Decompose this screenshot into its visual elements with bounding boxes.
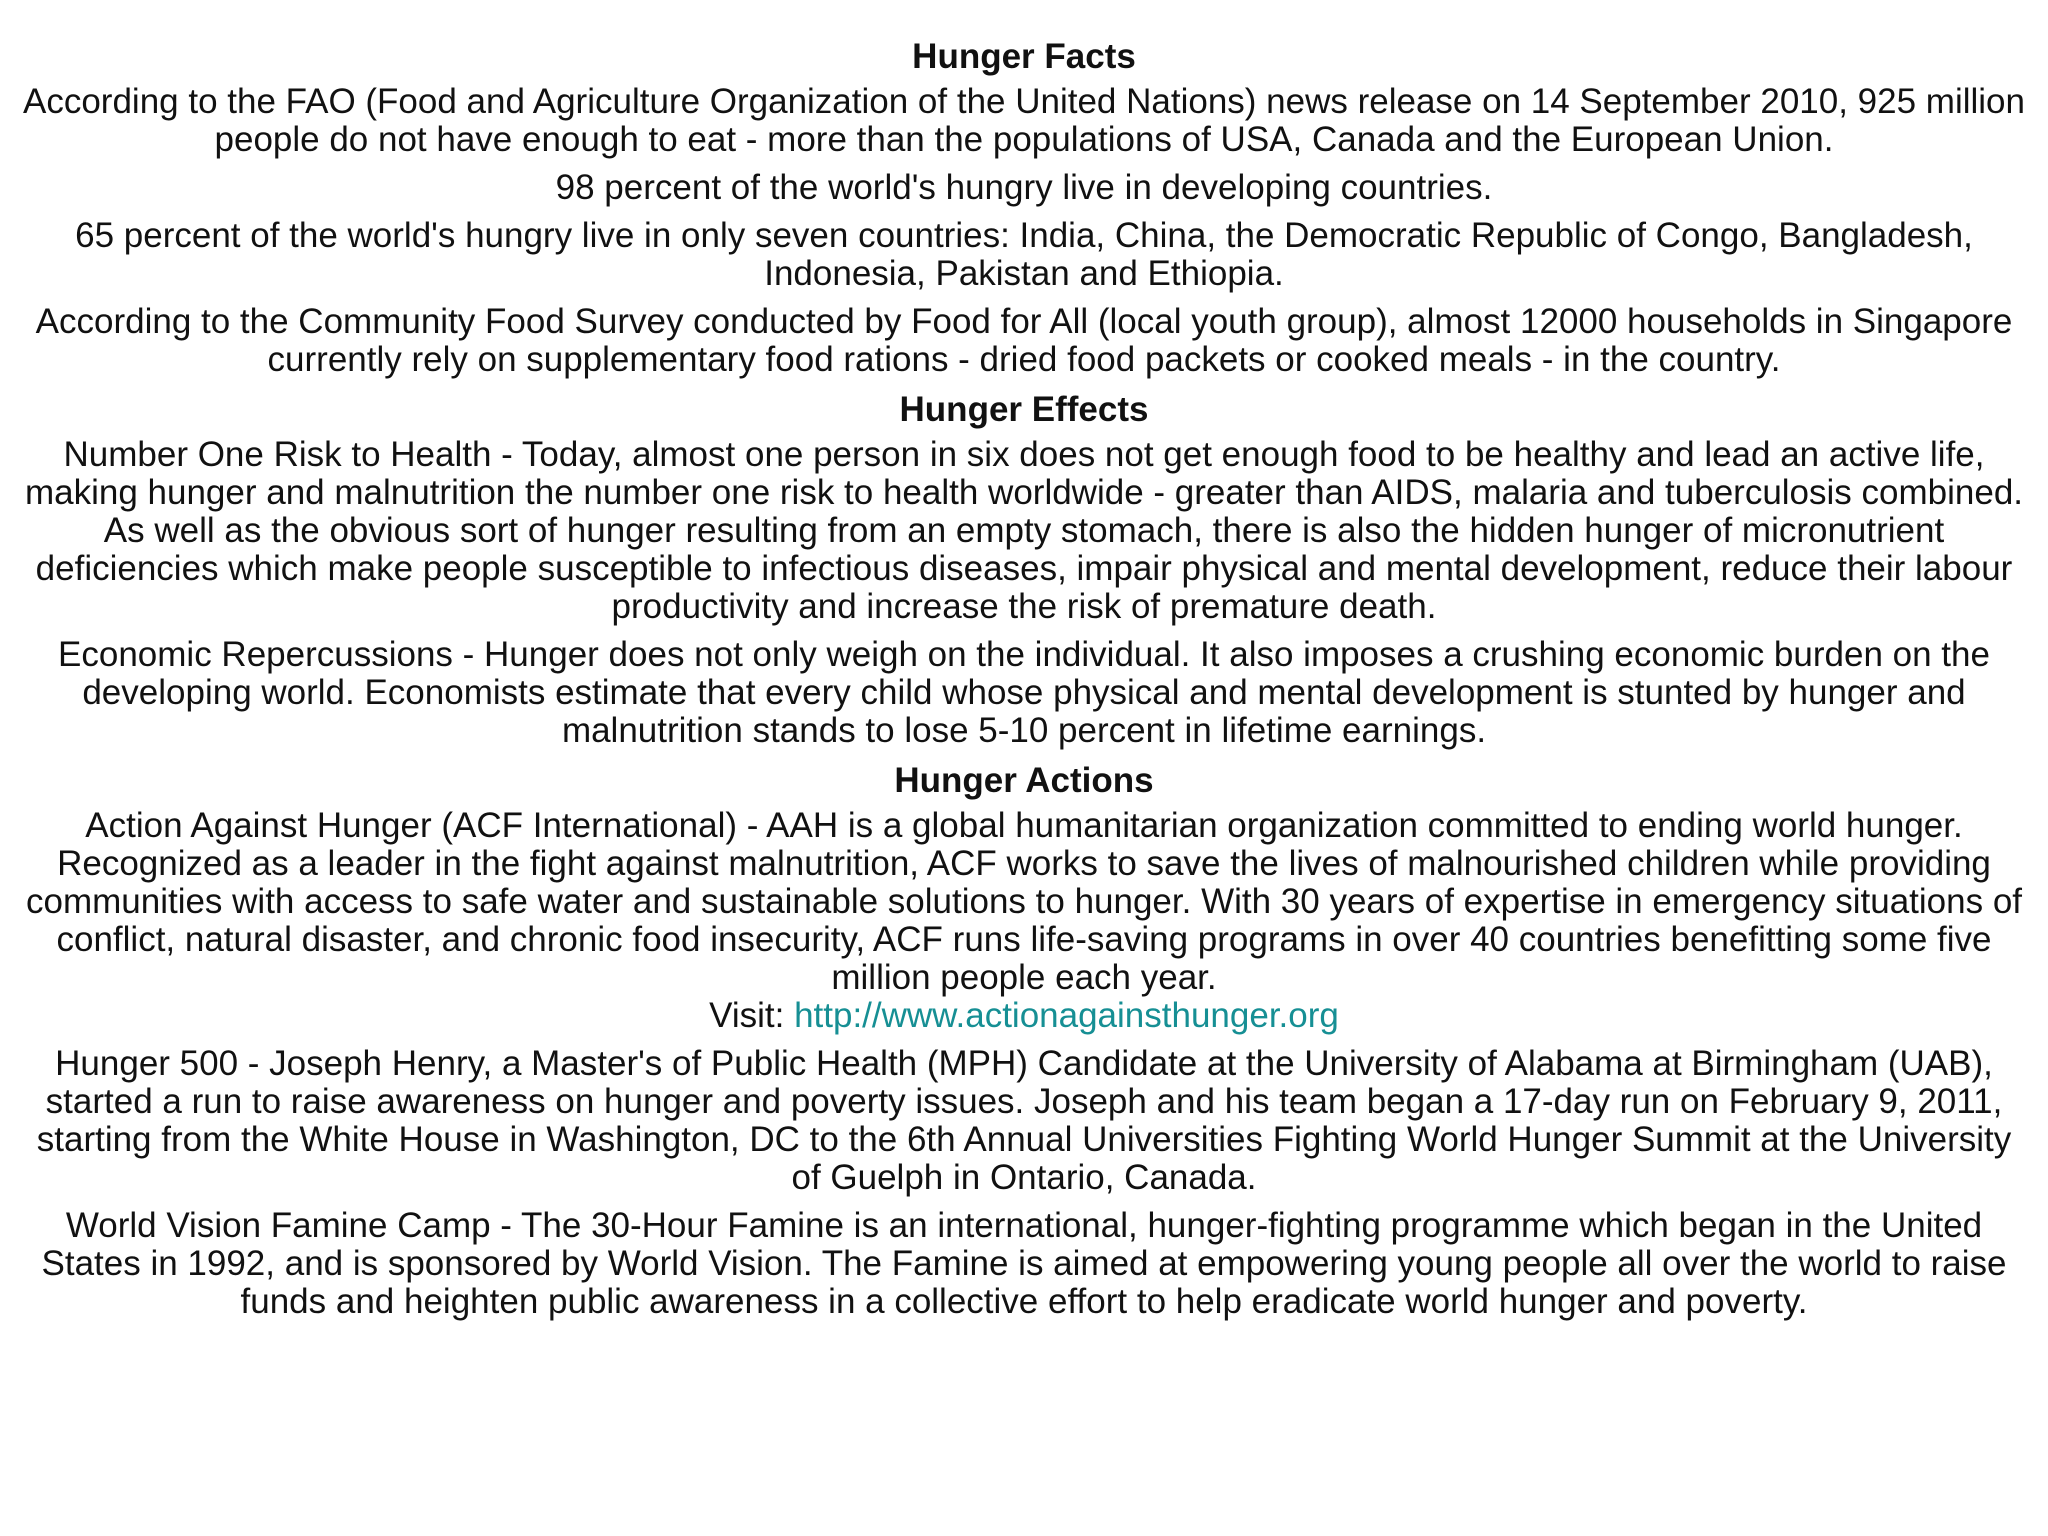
fact-developing-countries-paragraph: 98 percent of the world's hungry live in developing countries. <box>555 168 1493 207</box>
fact-singapore-paragraph: According to the Community Food Survey conducted by Food for All (local youth group), almost 12000 households in Singapore currently rely on supplementary food rations - dried food packets or cooked meals - in the country. <box>35 302 2013 379</box>
visit-label: Visit: <box>709 996 795 1035</box>
effect-health-risk-paragraph: Number One Risk to Health - Today, almost one person in six does not get enough food to be healthy and lead an active life, making hunger and malnutrition the number one risk to health worldwide - greater than AIDS, malaria and tuberculosis combined. As well as the obvious sort of hunger resulting from an empty stomach, there is also the hidden hunger of micronutrient deficiencies which make people susceptible to infectious diseases, impair physical and mental development, reduce their labour productivity and increase the risk of premature death. <box>24 435 2024 626</box>
effect-economic-paragraph: Economic Repercussions - Hunger does not only weigh on the individual. It also imposes a crushing economic burden on the developing world. Economists estimate that every child whose physical and mental development is stunted by hunger and malnutrition stands to lose 5-10 percent in lifetime earnings. <box>58 635 1990 750</box>
fact-seven-countries-paragraph: 65 percent of the world's hungry live in only seven countries: India, China, the Democratic Republic of Congo, Bangladesh, Indonesia, Pakistan and Ethiopia. <box>75 216 1973 293</box>
fact-fao-paragraph: According to the FAO (Food and Agriculture Organization of the United Nations) news release on 14 September 2010, 925 million people do not have enough to eat - more than the populations of USA, Canada and the European Union. <box>23 82 2025 159</box>
hunger-facts-heading: Hunger Facts <box>912 37 1136 76</box>
hunger-effects-heading: Hunger Effects <box>899 390 1149 429</box>
action-world-vision-paragraph: World Vision Famine Camp - The 30-Hour Famine is an international, hunger-fighting programme which began in the United States in 1992, and is sponsored by World Vision. The Famine is aimed at empowering young people all over the world to raise funds and heighten public awareness in a collective effort to help eradicate world hunger and poverty. <box>41 1206 2007 1321</box>
action-against-hunger-link[interactable]: http://www.actionagainsthunger.org <box>794 996 1339 1035</box>
action-acf-paragraph <box>20 807 2028 1035</box>
action-acf-text: Action Against Hunger (ACF International) - AAH is a global humanitarian organization committed to ending world hunger. Recognized as a leader in the fight against malnutrition, ACF works to save the lives of malnourished children while providing communities with access to safe water and sustainable solutions to hunger. With 30 years of expertise in emergency situations of conflict, natural disaster, and chronic food insecurity, ACF runs life-saving programs in over 40 countries benefitting some five million people each year. <box>25 806 2023 997</box>
action-hunger500-paragraph: Hunger 500 - Joseph Henry, a Master's of Public Health (MPH) Candidate at the University of Alabama at Birmingham (UAB), started a run to raise awareness on hunger and poverty issues. Joseph and his team began a 17-day run on February 9, 2011, starting from the White House in Washington, DC to the 6th Annual Universities Fighting World Hunger Summit at the University of Guelph in Ontario, Canada. <box>36 1044 2012 1197</box>
hunger-actions-heading: Hunger Actions <box>894 761 1154 800</box>
